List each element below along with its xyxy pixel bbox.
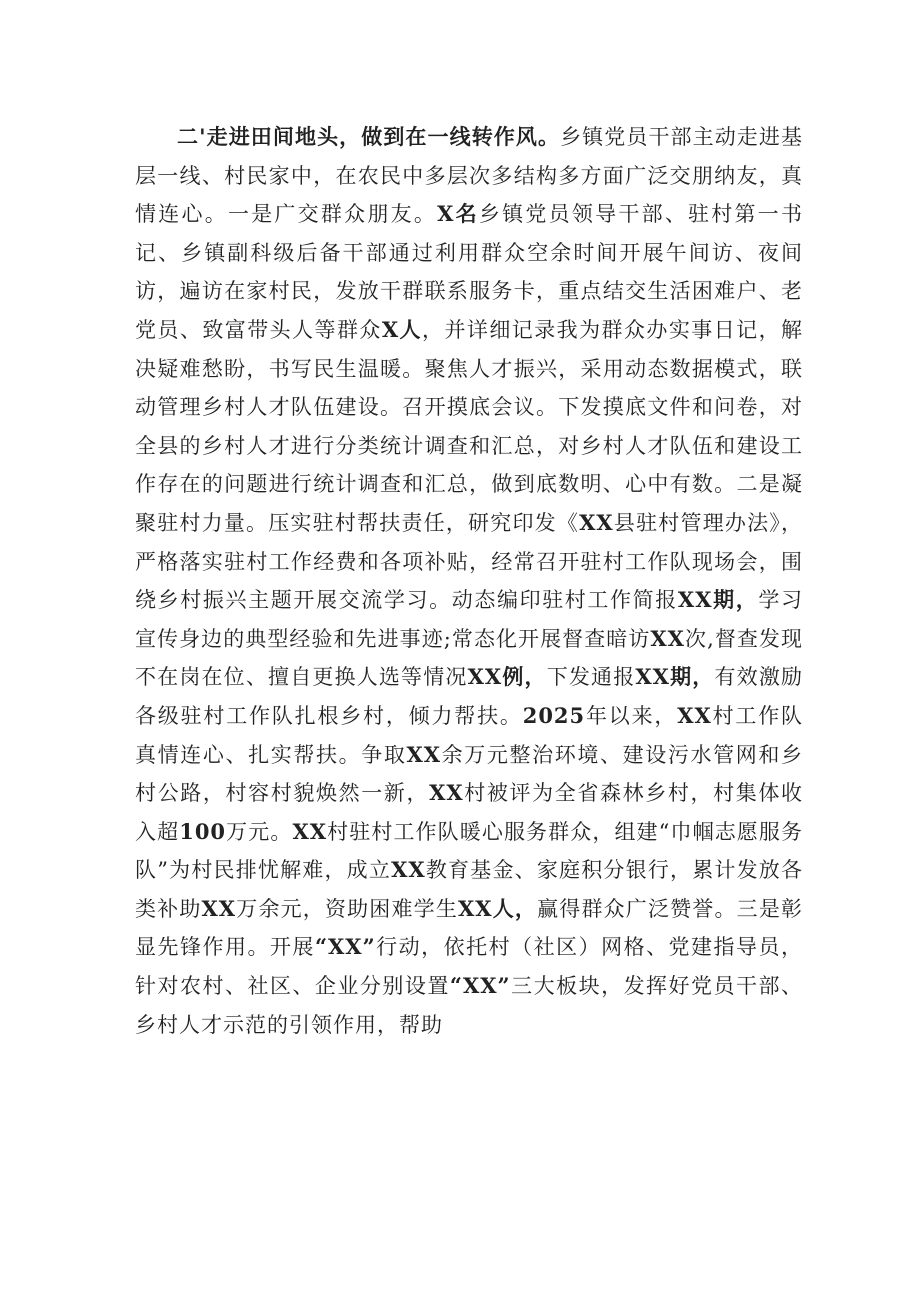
placeholder-count: X人 <box>381 316 422 342</box>
text-run: 年以来， <box>585 703 678 728</box>
text-run: 乡镇党员领导干部、驻村第一书记、乡镇副科级后备干部通过利用群众空余时间开展午间访、夜间访，遍访在家村民，发放干群联系服务卡，重点结交生活困难户、老党员、致富带头人等群众 <box>135 202 804 342</box>
placeholder-count: XX <box>650 625 685 651</box>
placeholder-count: XX期， <box>635 664 715 690</box>
text-run: 村驻村工作队暖心服务群众，组建“巾帼志愿服务队”为村民排忧解难，成立 <box>135 819 804 883</box>
text-run: 三大板块，发挥好党员干部、乡村人才示范的引领作用，帮助 <box>135 974 804 1037</box>
placeholder-count: XX <box>406 741 442 767</box>
text-run: 行动，依托村（社区）网格、党建指导员，针对农村、社区、企业分别设置 <box>135 935 804 999</box>
placeholder-name: “XX” <box>449 973 511 999</box>
placeholder-count: XX <box>201 895 237 921</box>
text-run: 次,督查发现不在岗在位、擅自更换人选等情况 <box>135 626 803 690</box>
text-run: 余万元整治环境、建设污水管网和乡村公路，村容村貌焕然一新， <box>135 742 804 806</box>
text-run: ，并详细记录我为群众办实事日记，解决疑难愁盼，书写民生温暖。聚焦人才振兴，采用动态数据模式，联动管理乡村人才队伍建设。召开摸底会议。下发摸底文件和问卷，对全县的乡村人才进行分类统计调查和汇总，对乡村人才队伍和建设工作存在的问题进行统计调查和汇总，做到底数明、心中有数。二是凝聚驻村力量。压实驻村帮扶责任，研究印发《 <box>135 317 804 535</box>
text-run: 有效激励各级驻村工作队扎根乡村，倾力帮扶。 <box>135 665 803 728</box>
text-run: 教育基金、家庭积分银行，累计发放各类补助 <box>135 858 803 921</box>
text-run: 县驻村管理办法》，严格落实驻村工作经费和各项补贴，经常召开驻村工作队现场会，围绕乡村振兴主题开展交流学习。动态编印驻村工作简报 <box>135 510 804 613</box>
body-paragraph <box>135 118 803 1044</box>
placeholder-name: XX <box>429 780 464 806</box>
placeholder-name: XX <box>579 509 614 535</box>
text-run: 赢得群众广泛赞誉。三是彰显先锋作用。开展 <box>135 896 803 960</box>
placeholder-name: XX <box>677 702 712 728</box>
text-run: 下发通报 <box>546 665 636 690</box>
text-run: 村被评为全省森林乡村，村集体收入超 <box>135 781 804 844</box>
placeholder-count: XX例， <box>467 664 547 690</box>
placeholder-name: XX <box>391 857 426 883</box>
section-heading: 二'走进田间地头，做到在一线转作风。 <box>177 124 561 149</box>
text-run: 村工作队真情连心、扎实帮扶。争取 <box>135 703 804 767</box>
income-number: 100 <box>179 818 227 844</box>
text-run: 万余元，资助困难学生 <box>236 896 458 921</box>
text-run: 乡镇党员干部主动走进基层一线、村民家中，在农民中多层次多结构多方面广泛交朋纳友，真情连心。一是广交群众朋友。 <box>135 125 803 227</box>
placeholder-name: XX <box>292 818 328 844</box>
placeholder-count: XX期， <box>677 587 759 613</box>
text-run: 万元。 <box>226 819 293 844</box>
placeholder-name: “XX” <box>314 934 376 960</box>
placeholder-count: X名 <box>437 201 479 227</box>
year-number: 2025 <box>522 702 586 728</box>
text-run: 学习宣传身边的典型经验和先进事迹;常态化开展督查暗访 <box>135 588 803 651</box>
placeholder-count: XX人， <box>458 895 538 921</box>
